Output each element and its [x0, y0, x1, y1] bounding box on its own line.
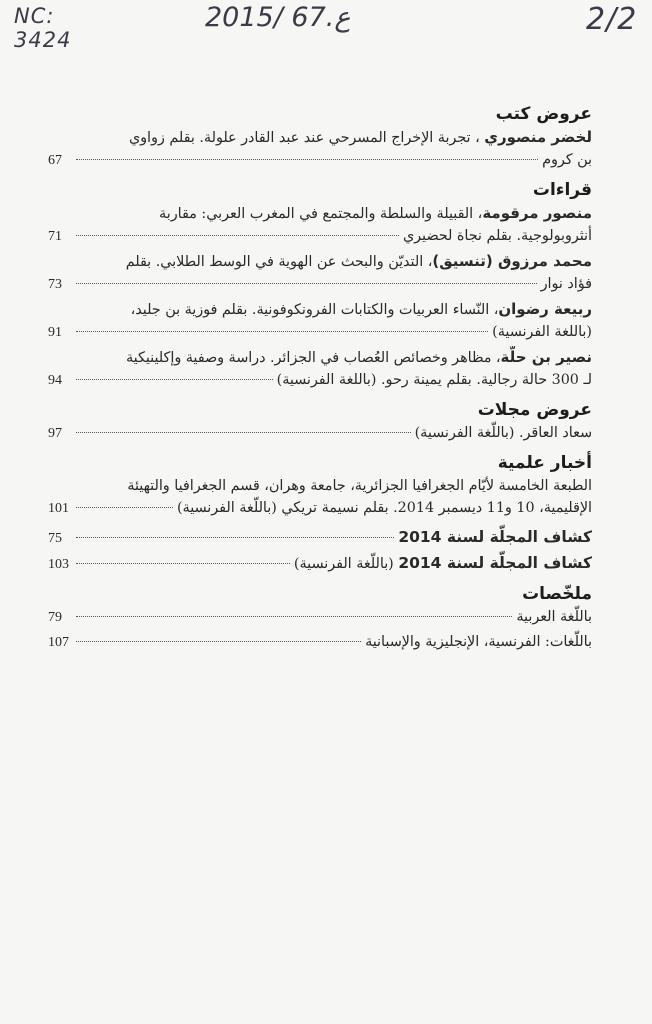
- page-number: 94: [48, 373, 62, 388]
- section-heading-abstracts: ملخّصات: [522, 584, 592, 604]
- handwritten-reference-code: NC: 3424: [14, 4, 72, 52]
- dot-leader: [76, 507, 173, 508]
- toc-entry: [48, 250, 592, 296]
- entry-title: ، التديّن والبحث عن الهوية في الوسط الطلابي. بقلم: [125, 254, 433, 270]
- dot-leader: [76, 537, 394, 538]
- entry-title: باللّغة العربية: [516, 609, 592, 625]
- entry-title: الطبعة الخامسة لأيّام الجغرافيا الجزائرية، جامعة وهران، قسم الجغرافيا والتهيئة: [127, 478, 592, 494]
- toc-entry: [48, 346, 592, 392]
- toc-entry-index-french: [48, 552, 592, 576]
- entry-author: لخضر منصوري: [484, 128, 592, 146]
- entry-title-continuation: فؤاد نوار: [540, 276, 592, 292]
- page-number: 67: [48, 153, 62, 168]
- toc-entry: [48, 202, 592, 248]
- index-title: كشاف المجلّة لسنة 2014: [398, 554, 592, 572]
- entry-title: ، تجربة الإخراج المسرحي عند عبد القادر علولة. بقلم زواوي: [128, 130, 485, 146]
- entry-title-continuation: أنثروبولوجية. بقلم نجاة لحضيري: [402, 228, 592, 244]
- dot-leader: [76, 379, 273, 380]
- entry-title: باللّغات: الفرنسية، الإنجليزية والإسبانية: [365, 634, 592, 650]
- entry-title-continuation: (باللغة الفرنسية): [492, 324, 592, 340]
- dot-leader: [76, 563, 290, 564]
- section-heading-book-reviews: عروض كتب: [495, 104, 592, 124]
- toc-entry: [48, 631, 592, 654]
- toc-entry: [48, 422, 592, 445]
- section-heading-journal-reviews: عروض مجلات: [477, 400, 592, 420]
- page-number: 71: [48, 229, 62, 244]
- table-of-contents: [48, 96, 592, 656]
- dot-leader: [76, 432, 411, 433]
- section-heading-readings: قراءات: [532, 180, 592, 200]
- page-number: 107: [48, 635, 69, 650]
- dot-leader: [76, 641, 361, 642]
- section-heading-scientific-news: أخبار علمية: [497, 453, 592, 473]
- entry-title: سعاد العاقر. (باللّغة الفرنسية): [414, 425, 592, 441]
- entry-title-continuation: بن كروم: [542, 152, 592, 168]
- page-number: 91: [48, 325, 62, 340]
- handwritten-catalog-number: 2015/ 67.ع: [205, 2, 351, 33]
- page-number: 73: [48, 277, 62, 292]
- dot-leader: [76, 331, 488, 332]
- entry-title: ، النّساء العربيات والكتابات الفرونكوفونية. بقلم فوزية بن جليد،: [130, 302, 499, 318]
- entry-title-continuation: لـ 300 حالة رجالية. بقلم يمينة رحو. (باللغة الفرنسية): [276, 372, 592, 388]
- entry-author: منصور مرقومة: [482, 204, 592, 222]
- page-number: 97: [48, 426, 62, 441]
- toc-entry: [48, 126, 592, 172]
- entry-title: ، القبيلة والسلطة والمجتمع في المغرب العربي: مقاربة: [159, 206, 483, 222]
- entry-title-continuation: الإقليمية، 10 و11 ديسمبر 2014. بقلم نسيمة تريكي (باللّغة الفرنسية): [176, 500, 592, 516]
- dot-leader: [76, 283, 537, 284]
- entry-author: محمد مرزوق (تنسيق): [432, 252, 592, 270]
- page-number: 79: [48, 610, 62, 625]
- entry-author: ربيعة رضوان: [498, 300, 592, 318]
- entry-title: ، مظاهر وخصائص العُصاب في الجزائر. دراسة وصفية وإكلينيكية: [125, 350, 501, 366]
- entry-author: نصير بن حلّة: [500, 348, 592, 366]
- page-number: 75: [48, 531, 62, 546]
- handwritten-page-number: 2/2: [586, 2, 638, 37]
- toc-entry: [48, 298, 592, 344]
- page-number: 101: [48, 501, 69, 516]
- page-number: 103: [48, 557, 69, 572]
- index-language-note: (باللّغة الفرنسية): [293, 556, 399, 572]
- dot-leader: [76, 235, 399, 236]
- index-title: كشاف المجلّة لسنة 2014: [398, 528, 592, 546]
- dot-leader: [76, 616, 512, 617]
- toc-entry: [48, 606, 592, 629]
- dot-leader: [76, 159, 538, 160]
- toc-entry: [48, 475, 592, 520]
- toc-entry-index-arabic: [48, 526, 592, 550]
